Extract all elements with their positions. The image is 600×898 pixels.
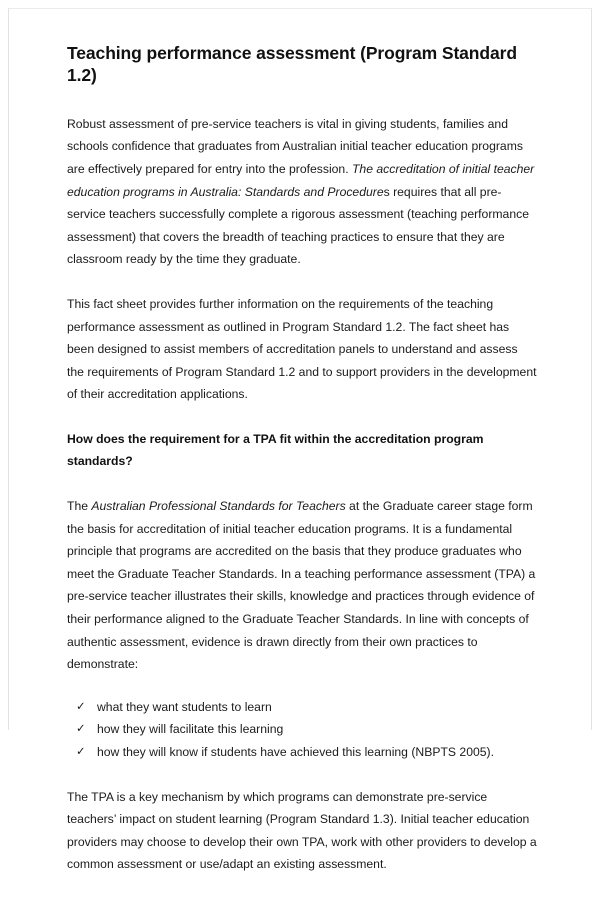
paragraph-standards-basis [67, 495, 537, 676]
list-item [67, 741, 537, 764]
paragraph-intro-italic-title: The accreditation of initial teacher education programs in Australia: Standards and Procedure [67, 161, 535, 199]
checkmark-icon: ✓ [76, 746, 86, 758]
list-item [67, 718, 537, 741]
list-item [67, 696, 537, 719]
list-item-label: what they want students to learn [97, 699, 272, 714]
document-page [8, 8, 592, 872]
document-body [67, 43, 537, 898]
paragraph-standards-text-after: at the Graduate career stage form the basis for accreditation of initial teacher education programs. It is a fundamental principle that programs are accredited on the basis that they produce graduates who meet the Graduate Teacher Standards. In a teaching performance assessment (TPA) a pre-service teacher illustrates their skills, knowledge and practices through evidence of their performance aligned to the Graduate Teacher Standards. In line with concepts of authentic assessment, evidence is drawn directly from their own practices to demonstrate: [67, 499, 536, 672]
section-heading-tpa-requirement: How does the requirement for a TPA fit within the accreditation program standards? [67, 431, 484, 469]
paragraph-intro-text-before: Robust assessment of pre-service teachers is vital in giving students, families and schools confidence that graduates from Australian initial teacher education programs are effectively prepared for entry into the profession. [67, 116, 523, 176]
list-item-label: how they will know if students have achieved this learning (NBPTS 2005). [97, 745, 494, 759]
paragraph-intro [67, 113, 537, 271]
paragraph-intro-text-after: s requires that all pre-service teachers successfully complete a rigorous assessment (teaching performance assessment) that covers the breadth of teaching practices to ensure that they are classroom ready by the time they graduate. [67, 184, 529, 267]
paragraph-fact-sheet-scope: This fact sheet provides further information on the requirements of the teaching performance assessment as outlined in Program Standard 1.2. The fact sheet has been designed to assist members of accreditation panels to understand and assess the requirements of Program Standard 1.2 and to support providers in the development of their accreditation applications. [67, 296, 537, 402]
list-item-label: how they will facilitate this learning [97, 722, 284, 737]
paragraph-standards-text-before: The [67, 499, 92, 514]
paragraph-standards-italic-title: Australian Professional Standards for Teachers [91, 499, 346, 514]
checkmark-icon: ✓ [76, 723, 86, 736]
checkmark-icon: ✓ [76, 700, 86, 713]
paragraph-tpa-mechanism: The TPA is a key mechanism by which programs can demonstrate pre-service teachers’ impact on student learning (Program Standard 1.3). Initial teacher education providers may choose to develop their own TPA, work with other providers to develop a common assessment or use/adapt an existing assessment. [67, 789, 537, 872]
demonstrate-checklist [67, 696, 537, 764]
page-title: Teaching performance assessment (Program Standard 1.2) [67, 43, 517, 85]
